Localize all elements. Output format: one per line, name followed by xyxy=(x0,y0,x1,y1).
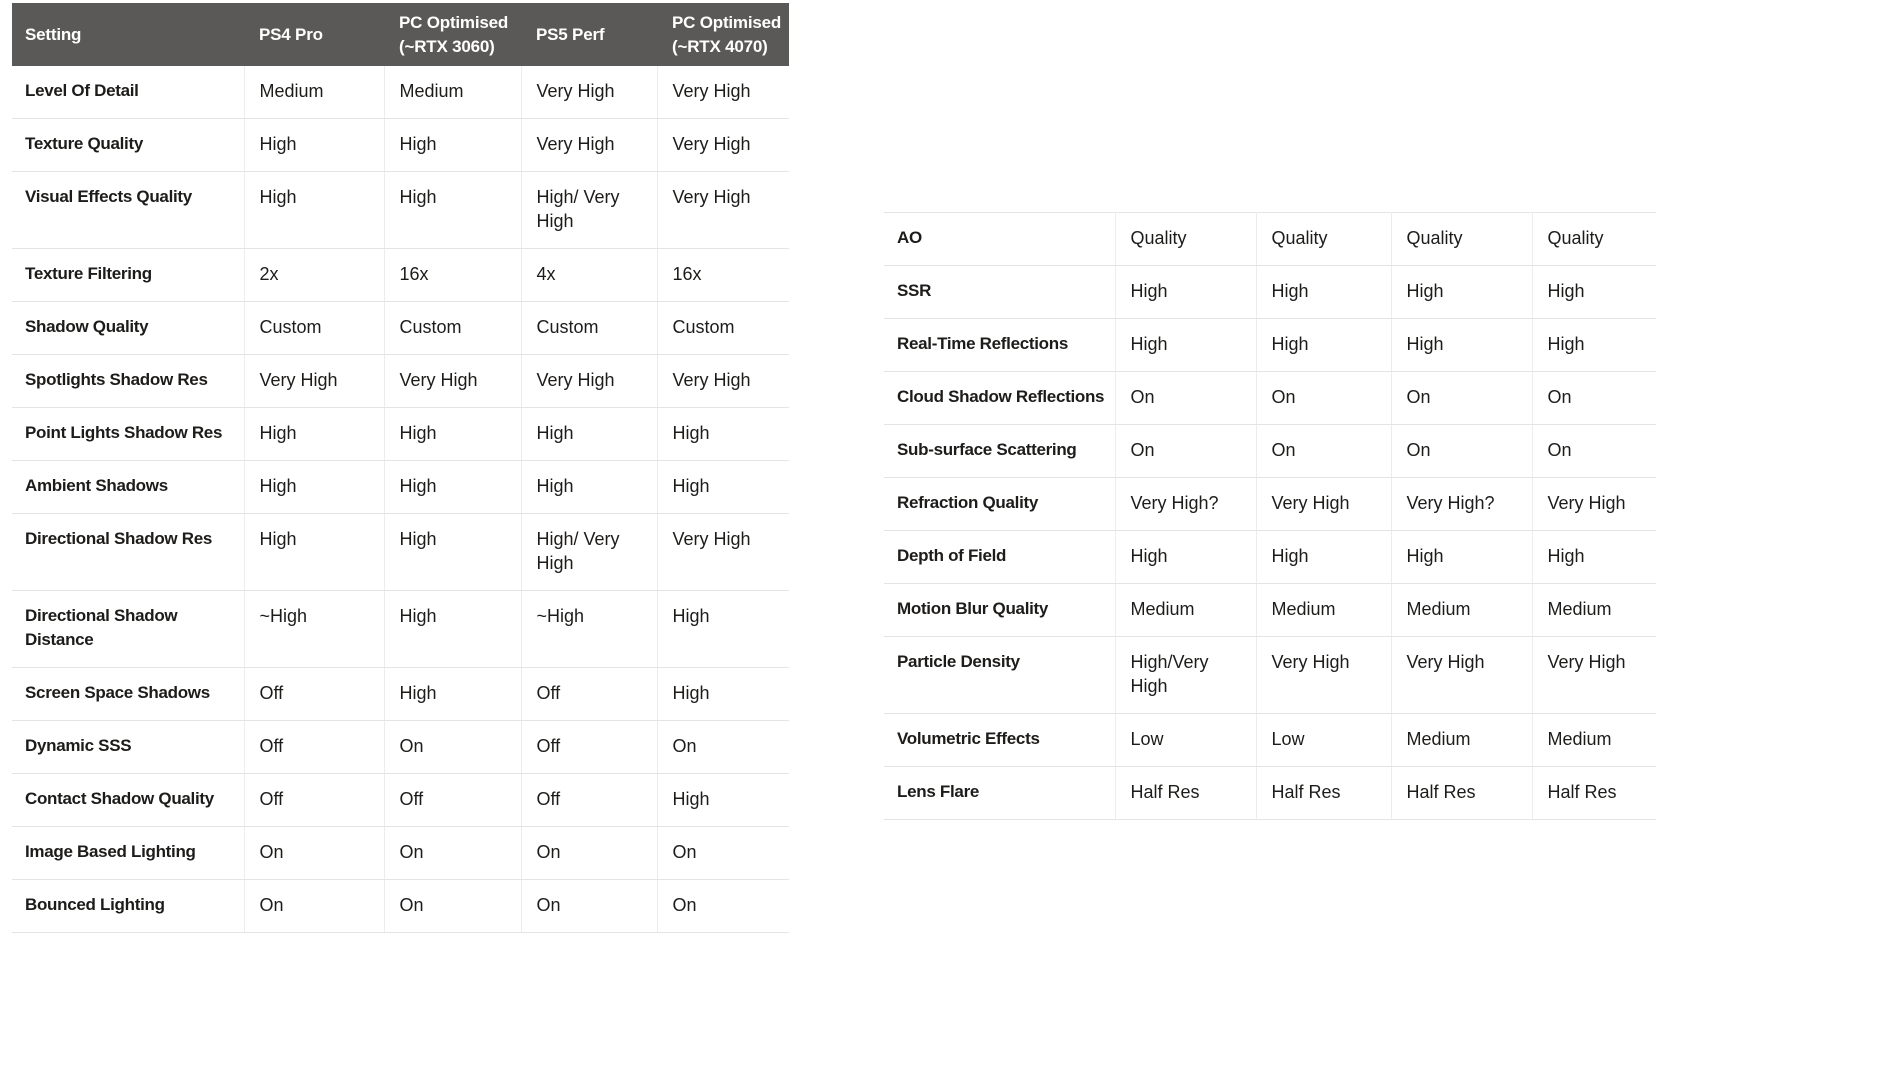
setting-value-cell: High/ Very High xyxy=(521,514,657,591)
setting-value-cell: On xyxy=(384,880,521,933)
table-row xyxy=(12,249,789,302)
graphics-settings-table-right xyxy=(884,212,1656,820)
table-row xyxy=(12,302,789,355)
setting-value-cell: Very High? xyxy=(1391,478,1532,531)
setting-value-cell: Very High xyxy=(657,172,789,249)
setting-value-cell: On xyxy=(244,880,384,933)
table-row xyxy=(12,172,789,249)
setting-name-cell: Ambient Shadows xyxy=(12,461,244,514)
setting-value-cell: Quality xyxy=(1256,213,1391,266)
setting-name-cell: Directional Shadow Res xyxy=(12,514,244,591)
setting-value-cell: 16x xyxy=(657,249,789,302)
column-header-pc-rtx3060: PC Optimised (~RTX 3060) xyxy=(384,3,521,66)
table-row xyxy=(12,408,789,461)
setting-value-cell: High xyxy=(1532,266,1656,319)
setting-value-cell: Medium xyxy=(1532,714,1656,767)
setting-value-cell: High xyxy=(384,514,521,591)
setting-value-cell: Very High xyxy=(521,66,657,119)
setting-value-cell: On xyxy=(521,880,657,933)
setting-value-cell: Very High xyxy=(244,355,384,408)
table-row xyxy=(12,461,789,514)
setting-value-cell: High xyxy=(1532,319,1656,372)
graphics-settings-table-left xyxy=(12,3,789,933)
setting-value-cell: Very High xyxy=(384,355,521,408)
setting-value-cell: High xyxy=(244,461,384,514)
setting-value-cell: High xyxy=(1115,319,1256,372)
setting-value-cell: High xyxy=(657,408,789,461)
setting-name-cell: SSR xyxy=(884,266,1115,319)
setting-value-cell: Very High xyxy=(521,355,657,408)
setting-name-cell: Contact Shadow Quality xyxy=(12,774,244,827)
setting-value-cell: High xyxy=(657,461,789,514)
setting-value-cell: Off xyxy=(244,668,384,721)
left-table-body xyxy=(12,66,789,933)
setting-value-cell: High xyxy=(244,172,384,249)
setting-value-cell: Off xyxy=(521,774,657,827)
column-header-setting: Setting xyxy=(12,3,244,66)
table-row xyxy=(12,119,789,172)
table-row xyxy=(884,767,1656,820)
setting-value-cell: High xyxy=(244,119,384,172)
setting-value-cell: High xyxy=(1532,531,1656,584)
setting-value-cell: Medium xyxy=(1256,584,1391,637)
setting-value-cell: Custom xyxy=(657,302,789,355)
setting-value-cell: Quality xyxy=(1115,213,1256,266)
column-header-pc-rtx4070: PC Optimised (~RTX 4070) xyxy=(657,3,789,66)
setting-value-cell: Very High xyxy=(1256,478,1391,531)
table-row xyxy=(12,355,789,408)
setting-value-cell: Half Res xyxy=(1391,767,1532,820)
table-row xyxy=(12,3,789,66)
setting-value-cell: Medium xyxy=(1532,584,1656,637)
setting-name-cell: Texture Quality xyxy=(12,119,244,172)
setting-value-cell: High xyxy=(521,461,657,514)
setting-value-cell: Medium xyxy=(1391,584,1532,637)
setting-value-cell: On xyxy=(1115,425,1256,478)
setting-value-cell: High xyxy=(384,591,521,668)
setting-value-cell: Quality xyxy=(1391,213,1532,266)
setting-value-cell: On xyxy=(1115,372,1256,425)
table-row xyxy=(12,721,789,774)
setting-name-cell: Lens Flare xyxy=(884,767,1115,820)
table-row xyxy=(884,478,1656,531)
setting-value-cell: On xyxy=(657,827,789,880)
setting-name-cell: Refraction Quality xyxy=(884,478,1115,531)
setting-name-cell: Bounced Lighting xyxy=(12,880,244,933)
table-row xyxy=(12,66,789,119)
setting-value-cell: Very High xyxy=(657,66,789,119)
setting-value-cell: On xyxy=(1532,372,1656,425)
setting-name-cell: Visual Effects Quality xyxy=(12,172,244,249)
column-header-ps4-pro: PS4 Pro xyxy=(244,3,384,66)
setting-value-cell: High xyxy=(521,408,657,461)
setting-value-cell: High xyxy=(657,668,789,721)
setting-value-cell: High xyxy=(384,461,521,514)
setting-value-cell: Very High? xyxy=(1115,478,1256,531)
table-row xyxy=(884,714,1656,767)
setting-value-cell: On xyxy=(1532,425,1656,478)
setting-value-cell: Medium xyxy=(1115,584,1256,637)
setting-name-cell: Directional Shadow Distance xyxy=(12,591,244,668)
setting-value-cell: High xyxy=(384,408,521,461)
setting-value-cell: High xyxy=(244,514,384,591)
table-row xyxy=(884,266,1656,319)
setting-value-cell: Half Res xyxy=(1115,767,1256,820)
setting-value-cell: Very High xyxy=(1256,637,1391,714)
setting-value-cell: High xyxy=(384,668,521,721)
setting-value-cell: Medium xyxy=(244,66,384,119)
right-table-body xyxy=(884,213,1656,820)
setting-value-cell: On xyxy=(384,721,521,774)
setting-value-cell: High xyxy=(1391,266,1532,319)
setting-value-cell: High xyxy=(1115,266,1256,319)
table-row xyxy=(884,425,1656,478)
setting-name-cell: Point Lights Shadow Res xyxy=(12,408,244,461)
setting-value-cell: Very High xyxy=(1391,637,1532,714)
setting-name-cell: Spotlights Shadow Res xyxy=(12,355,244,408)
setting-value-cell: Low xyxy=(1115,714,1256,767)
setting-value-cell: Off xyxy=(244,774,384,827)
setting-value-cell: 16x xyxy=(384,249,521,302)
setting-value-cell: Very High xyxy=(657,119,789,172)
table-row xyxy=(884,637,1656,714)
setting-value-cell: High xyxy=(244,408,384,461)
setting-name-cell: Dynamic SSS xyxy=(12,721,244,774)
setting-value-cell: Half Res xyxy=(1532,767,1656,820)
table-row xyxy=(12,827,789,880)
setting-value-cell: Very High xyxy=(1532,637,1656,714)
setting-value-cell: Very High xyxy=(1532,478,1656,531)
setting-value-cell: Custom xyxy=(521,302,657,355)
setting-value-cell: Very High xyxy=(521,119,657,172)
table-row xyxy=(884,319,1656,372)
setting-value-cell: High xyxy=(384,172,521,249)
setting-value-cell: High/Very High xyxy=(1115,637,1256,714)
setting-value-cell: High xyxy=(1256,319,1391,372)
setting-value-cell: On xyxy=(521,827,657,880)
setting-name-cell: Shadow Quality xyxy=(12,302,244,355)
setting-value-cell: 2x xyxy=(244,249,384,302)
setting-value-cell: Off xyxy=(521,668,657,721)
setting-value-cell: High xyxy=(1256,266,1391,319)
setting-name-cell: Texture Filtering xyxy=(12,249,244,302)
setting-value-cell: Very High xyxy=(657,514,789,591)
setting-name-cell: Level Of Detail xyxy=(12,66,244,119)
setting-value-cell: Half Res xyxy=(1256,767,1391,820)
setting-value-cell: Medium xyxy=(384,66,521,119)
setting-value-cell: High xyxy=(1256,531,1391,584)
setting-value-cell: Off xyxy=(244,721,384,774)
table-header-row xyxy=(12,3,789,66)
setting-name-cell: Volumetric Effects xyxy=(884,714,1115,767)
setting-value-cell: On xyxy=(1391,372,1532,425)
setting-value-cell: High xyxy=(384,119,521,172)
setting-value-cell: High xyxy=(1391,319,1532,372)
table-row xyxy=(12,668,789,721)
setting-value-cell: On xyxy=(657,880,789,933)
setting-value-cell: Custom xyxy=(384,302,521,355)
setting-name-cell: AO xyxy=(884,213,1115,266)
table-row xyxy=(12,591,789,668)
setting-name-cell: Sub-surface Scattering xyxy=(884,425,1115,478)
setting-value-cell: Medium xyxy=(1391,714,1532,767)
setting-value-cell: On xyxy=(1256,372,1391,425)
table-row xyxy=(884,213,1656,266)
setting-value-cell: Very High xyxy=(657,355,789,408)
setting-name-cell: Real-Time Reflections xyxy=(884,319,1115,372)
column-header-ps5-perf: PS5 Perf xyxy=(521,3,657,66)
setting-name-cell: Screen Space Shadows xyxy=(12,668,244,721)
setting-value-cell: On xyxy=(1256,425,1391,478)
setting-value-cell: On xyxy=(384,827,521,880)
setting-name-cell: Depth of Field xyxy=(884,531,1115,584)
setting-value-cell: High xyxy=(657,591,789,668)
setting-name-cell: Cloud Shadow Reflections xyxy=(884,372,1115,425)
table-row xyxy=(12,774,789,827)
setting-value-cell: ~High xyxy=(521,591,657,668)
setting-value-cell: Off xyxy=(384,774,521,827)
setting-value-cell: High xyxy=(657,774,789,827)
setting-value-cell: On xyxy=(657,721,789,774)
setting-value-cell: Quality xyxy=(1532,213,1656,266)
setting-value-cell: On xyxy=(1391,425,1532,478)
table-row xyxy=(884,372,1656,425)
setting-value-cell: On xyxy=(244,827,384,880)
setting-value-cell: 4x xyxy=(521,249,657,302)
setting-value-cell: High xyxy=(1391,531,1532,584)
table-row xyxy=(12,880,789,933)
setting-name-cell: Image Based Lighting xyxy=(12,827,244,880)
setting-value-cell: Low xyxy=(1256,714,1391,767)
table-row xyxy=(884,584,1656,637)
setting-name-cell: Particle Density xyxy=(884,637,1115,714)
table-row xyxy=(884,531,1656,584)
setting-value-cell: ~High xyxy=(244,591,384,668)
setting-value-cell: Custom xyxy=(244,302,384,355)
setting-value-cell: High/ Very High xyxy=(521,172,657,249)
setting-value-cell: Off xyxy=(521,721,657,774)
table-row xyxy=(12,514,789,591)
setting-name-cell: Motion Blur Quality xyxy=(884,584,1115,637)
setting-value-cell: High xyxy=(1115,531,1256,584)
